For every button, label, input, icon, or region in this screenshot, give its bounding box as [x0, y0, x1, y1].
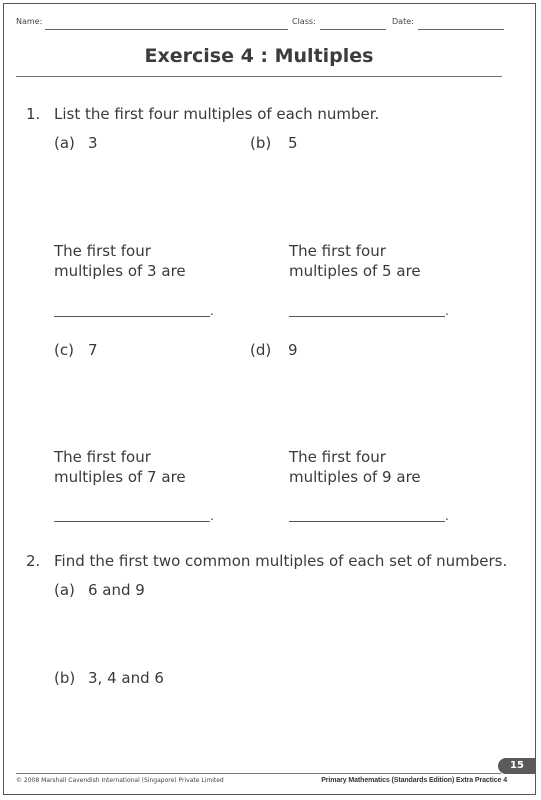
date-label: Date: [392, 17, 414, 26]
q2b-label: (b) [54, 669, 76, 687]
q1c-period: . [210, 509, 214, 523]
footer-divider [16, 773, 501, 774]
q1c-answer-line[interactable] [54, 521, 210, 522]
q1d-answer-line[interactable] [289, 521, 445, 522]
q2-number: 2. [26, 552, 41, 570]
name-field[interactable] [45, 29, 288, 30]
q1a-period: . [210, 304, 214, 318]
q1d-period: . [445, 509, 449, 523]
class-field[interactable] [320, 29, 386, 30]
q1a-label: (a) [54, 134, 75, 152]
class-label: Class: [292, 17, 316, 26]
q1b-label: (b) [250, 134, 272, 152]
page-number-tab: 15 [498, 758, 536, 774]
q1c-value: 7 [88, 341, 98, 359]
q1d-text-line1: The first four [289, 448, 386, 466]
q1-prompt: List the first four multiples of each number. [54, 105, 380, 123]
q1c-text-line2: multiples of 7 are [54, 468, 186, 486]
q1d-value: 9 [288, 341, 298, 359]
name-label: Name: [16, 17, 43, 26]
q2b-value: 3, 4 and 6 [88, 669, 164, 687]
q1d-label: (d) [250, 341, 272, 359]
q1a-value: 3 [88, 134, 98, 152]
q1c-label: (c) [54, 341, 74, 359]
q1a-answer-line[interactable] [54, 316, 210, 317]
copyright-notice: © 2008 Marshall Cavendish International (Singapore) Private Limited [16, 777, 224, 784]
q2a-label: (a) [54, 581, 75, 599]
q1-number: 1. [26, 105, 41, 123]
book-title: Primary Mathematics (Standards Edition) Extra Practice 4 [321, 777, 507, 784]
q1d-text-line2: multiples of 9 are [289, 468, 421, 486]
q1b-text-line1: The first four [289, 242, 386, 260]
page-title: Exercise 4 : Multiples [144, 45, 374, 67]
q1b-text-line2: multiples of 5 are [289, 262, 421, 280]
q1a-text-line1: The first four [54, 242, 151, 260]
q2-prompt: Find the first two common multiples of each set of numbers. [54, 552, 508, 570]
q1c-text-line1: The first four [54, 448, 151, 466]
date-field[interactable] [418, 29, 504, 30]
q2a-value: 6 and 9 [88, 581, 145, 599]
q1b-value: 5 [288, 134, 298, 152]
q1a-text-line2: multiples of 3 are [54, 262, 186, 280]
q1b-period: . [445, 304, 449, 318]
q1b-answer-line[interactable] [289, 316, 445, 317]
title-divider [16, 76, 502, 77]
